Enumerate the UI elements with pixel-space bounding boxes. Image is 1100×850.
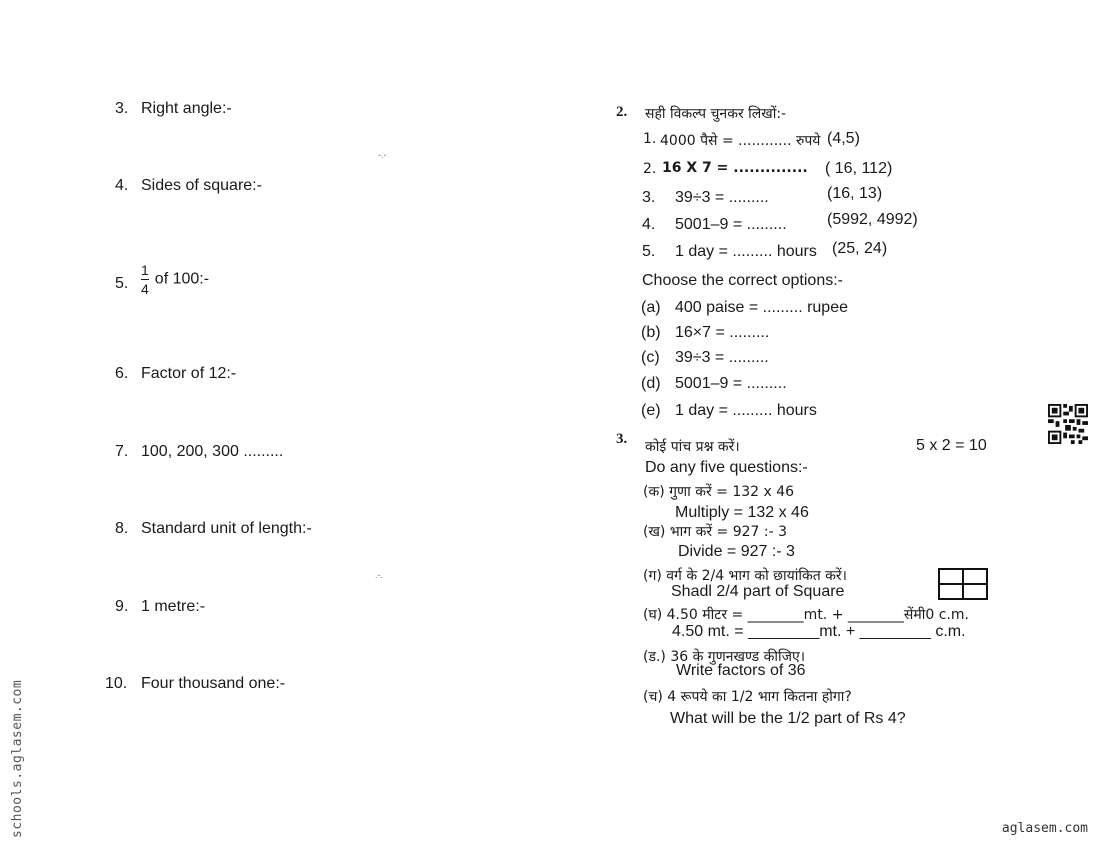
q2-item-2-number: 2. — [643, 161, 657, 177]
q2-item-5-text: 1 day = ......... hours — [675, 243, 817, 260]
q3-item-ga-english: Shadl 2/4 part of Square — [671, 583, 845, 600]
fraction-denominator: 4 — [141, 281, 149, 297]
q10-text: Four thousand one:- — [141, 675, 286, 692]
divided-square-figure — [938, 568, 988, 600]
q4-text: Sides of square:- — [141, 177, 262, 194]
q2-item-2-options: ( 16, 112) — [825, 160, 893, 177]
q2-item-5-number: 5. — [642, 243, 656, 260]
fraction-numerator: 1 — [141, 262, 149, 278]
q2-item-2-text: 16 X 7 = .............. — [662, 160, 808, 176]
q2-option-a-label: (a) — [641, 299, 661, 316]
q2-item-3-text: 39÷3 = ......... — [675, 189, 769, 206]
q3-text: Right angle:- — [141, 100, 232, 117]
q9-number: 9. — [115, 598, 129, 615]
scan-speck: -.- — [378, 150, 387, 160]
q3-item-cha-english: What will be the 1/2 part of Rs 4? — [670, 710, 906, 727]
q2-option-e-text: 1 day = ......... hours — [675, 402, 817, 419]
footer-watermark: aglasem.com — [1001, 821, 1088, 836]
q4-number: 4. — [115, 177, 129, 194]
q2-option-b-text: 16×7 = ......... — [675, 324, 770, 341]
q2-item-4-number: 4. — [642, 216, 656, 233]
q5-text: of 100:- — [154, 270, 210, 288]
q9-text: 1 metre:- — [141, 598, 206, 615]
square-horizontal-divider — [940, 583, 986, 585]
q5-number: 5. — [115, 275, 129, 292]
scan-speck: .-. — [375, 570, 383, 580]
q3-number: 3. — [115, 100, 129, 117]
q2-option-b-label: (b) — [641, 324, 661, 341]
q2-option-c-text: 39÷3 = ......... — [675, 349, 769, 366]
q3-item-kha-english: Divide = 927 :- 3 — [678, 543, 795, 560]
qr-code-icon — [1048, 404, 1088, 444]
q2-item-1-text: 4000 पैसे = ............ रुपये — [660, 133, 821, 149]
q3-item-kha-hindi: (ख) भाग करें = 927 :- 3 — [643, 524, 788, 540]
q3-heading-hindi: कोई पांच प्रश्न करें। — [645, 439, 740, 455]
q6-text: Factor of 12:- — [141, 365, 237, 382]
q2-option-c-label: (c) — [641, 349, 660, 366]
q2-item-1-options: (4,5) — [827, 130, 860, 147]
q3-item-cha-hindi: (च) 4 रूपये का 1/2 भाग कितना होगा? — [643, 689, 852, 705]
q2-heading-hindi: सही विकल्प चुनकर लिखों:- — [645, 106, 787, 122]
q2-item-3-options: (16, 13) — [827, 185, 883, 202]
q6-number: 6. — [115, 365, 129, 382]
fraction — [141, 263, 149, 296]
q8-number: 8. — [115, 520, 129, 537]
q2-item-5-options: (25, 24) — [832, 240, 888, 257]
q3-marks: 5 x 2 = 10 — [916, 437, 987, 454]
q2-item-4-options: (5992, 4992) — [827, 211, 918, 228]
q2-number: 2. — [616, 104, 628, 120]
q3-item-ga-hindi: (ग) वर्ग के 2/4 भाग को छायांकित करें। — [643, 568, 847, 584]
q3-heading-english: Do any five questions:- — [645, 459, 808, 476]
q7-text: 100, 200, 300 ......... — [141, 443, 284, 460]
q3-item-ka-hindi: (क) गुणा करें = 132 x 46 — [643, 484, 795, 500]
q3-item-nga-hindi: (ड.) 36 के गुणनखण्ड कीजिए। — [643, 649, 806, 665]
q10-number: 10. — [105, 675, 128, 692]
q2-option-d-text: 5001–9 = ......... — [675, 375, 787, 392]
q2-heading-english: Choose the correct options:- — [642, 272, 843, 289]
q3-item-gha-hindi: (घ) 4.50 मीटर = ________mt. + ________सेंमी0 c.m. — [643, 607, 969, 623]
q7-number: 7. — [115, 443, 129, 460]
q3-section-number: 3. — [616, 431, 628, 447]
q5-content — [141, 263, 209, 296]
q2-option-e-label: (e) — [641, 402, 661, 419]
q3-item-nga-english: Write factors of 36 — [676, 662, 806, 679]
q2-item-4-text: 5001–9 = ......... — [675, 216, 787, 233]
q8-text: Standard unit of length:- — [141, 520, 312, 537]
q2-item-3-number: 3. — [642, 189, 656, 206]
q3-item-gha-english: 4.50 mt. = ________mt. + ________ c.m. — [672, 623, 966, 640]
q2-option-d-label: (d) — [641, 375, 661, 392]
q2-item-1-number: 1. — [643, 131, 657, 147]
q3-item-ka-english: Multiply = 132 x 46 — [675, 504, 809, 521]
fraction-bar — [141, 279, 149, 280]
side-watermark: schools.aglasem.com — [10, 679, 25, 838]
q2-option-a-text: 400 paise = ......... rupee — [675, 299, 848, 316]
